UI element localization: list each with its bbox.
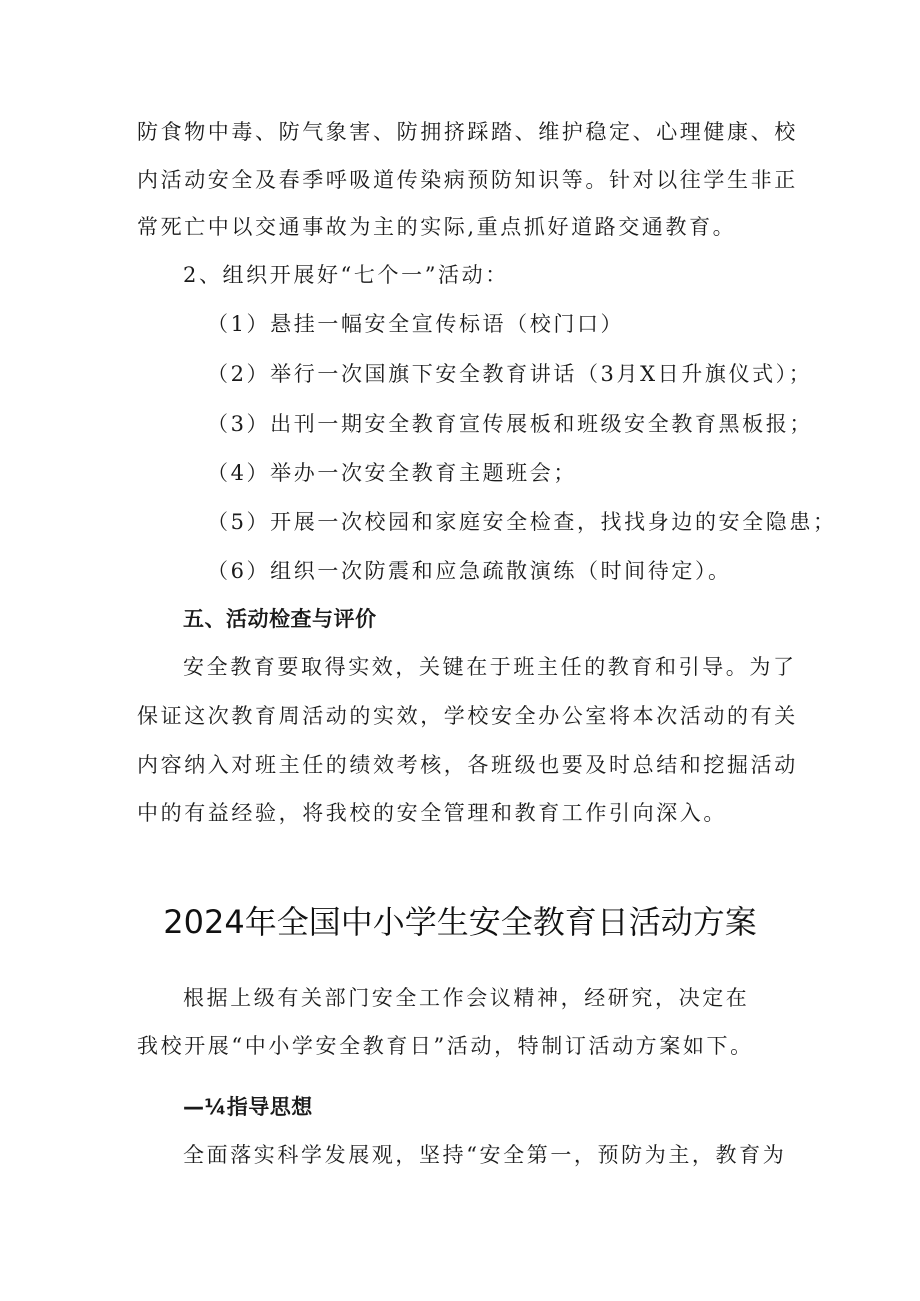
sub-list-item: （6）组织一次防震和应急疏散演练（时间待定）。 — [207, 559, 732, 583]
list-item-heading: 2、组织开展好“七个一”活动： — [183, 263, 509, 287]
paragraph-line: 根据上级有关部门安全工作会议精神，经研究，决定在 — [183, 986, 750, 1010]
sub-list-item: （3）出刊一期安全教育宣传展板和班级安全教育黑板报； — [207, 412, 813, 436]
section-heading: 五、活动检查与评价 — [183, 607, 377, 631]
section-heading: —¼指导思想 — [183, 1095, 313, 1119]
paragraph-line: 内容纳入对班主任的绩效考核，各班级也要及时总结和挖掘活动 — [137, 753, 798, 777]
paragraph-line: 内活动安全及春季呼吸道传染病预防知识等。针对以往学生非正 — [137, 168, 798, 192]
document-title: 2024年全国中小学生安全教育日活动方案 — [163, 903, 757, 941]
sub-list-item: （5）开展一次校园和家庭安全检查，找找身边的安全隐患； — [207, 510, 837, 534]
sub-list-item: （4）举办一次安全教育主题班会； — [207, 461, 577, 485]
sub-list-item: （1）悬挂一幅安全宣传标语（校门口） — [207, 312, 625, 336]
sub-list-item: （2）举行一次国旗下安全教育讲话（3月X日升旗仪式）； — [207, 362, 813, 386]
paragraph-line: 安全教育要取得实效，关键在于班主任的教育和引导。为了 — [183, 655, 797, 679]
paragraph-line: 常死亡中以交通事故为主的实际,重点抓好道路交通教育。 — [137, 215, 737, 239]
paragraph-line: 我校开展“中小学安全教育日”活动，特制订活动方案如下。 — [137, 1034, 754, 1058]
paragraph-line: 全面落实科学发展观，坚持“安全第一，预防为主，教育为 — [183, 1143, 787, 1167]
paragraph-line: 保证这次教育周活动的实效，学校安全办公室将本次活动的有关 — [137, 704, 798, 728]
paragraph-line: 中的有益经验，将我校的安全管理和教育工作引向深入。 — [137, 801, 727, 825]
paragraph-line: 防食物中毒、防气象害、防拥挤踩踏、维护稳定、心理健康、校 — [137, 120, 798, 144]
